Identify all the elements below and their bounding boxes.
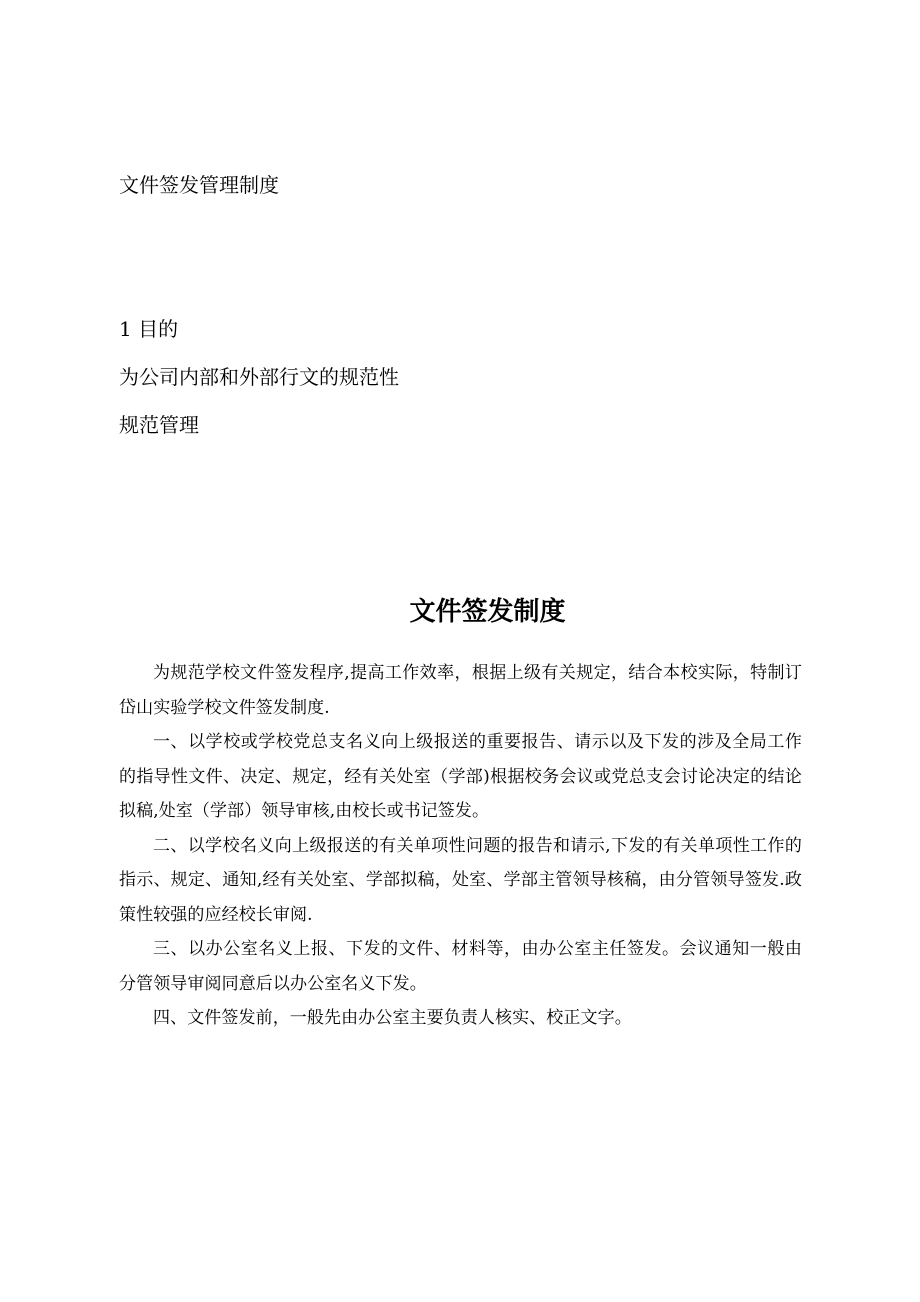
paragraph-item-1: 一、以学校或学校党总支名义向上级报送的重要报告、请示以及下发的涉及全局工作的指导性文件、决定、规定，经有关处室（学部)根据校务会议或党总支会讨论决定的结论拟稿,处室（学部）领导审核,由校长或书记签发。 xyxy=(119,732,802,821)
document-title: 文件签发管理制度 xyxy=(119,173,279,197)
paragraph-intro: 为规范学校文件签发程序,提高工作效率，根据上级有关规定，结合本校实际，特制订岱山实验学校文件签发制度. xyxy=(119,663,802,718)
paragraph-item-3: 三、以办公室名义上报、下发的文件、材料等，由办公室主任签发。会议通知一般由分管领导审阅同意后以办公室名义下发。 xyxy=(119,939,802,994)
paragraph-item-4: 四、文件签发前，一般先由办公室主要负责人核实、校正文字。 xyxy=(153,1008,632,1028)
purpose-line-1: 为公司内部和外部行文的规范性 xyxy=(119,365,399,389)
paragraph-item-2: 二、以学校名义向上级报送的有关单项性问题的报告和请示,下发的有关单项性工作的指示、规定、通知,经有关处室、学部拟稿，处室、学部主管领导核稿，由分管领导签发.政策性较强的应经校长审阅. xyxy=(119,835,802,925)
body-text xyxy=(119,656,802,1036)
section-heading-purpose: 1 目的 xyxy=(119,317,179,341)
main-title: 文件签发制度 xyxy=(409,597,566,627)
purpose-line-2: 规范管理 xyxy=(119,413,199,437)
